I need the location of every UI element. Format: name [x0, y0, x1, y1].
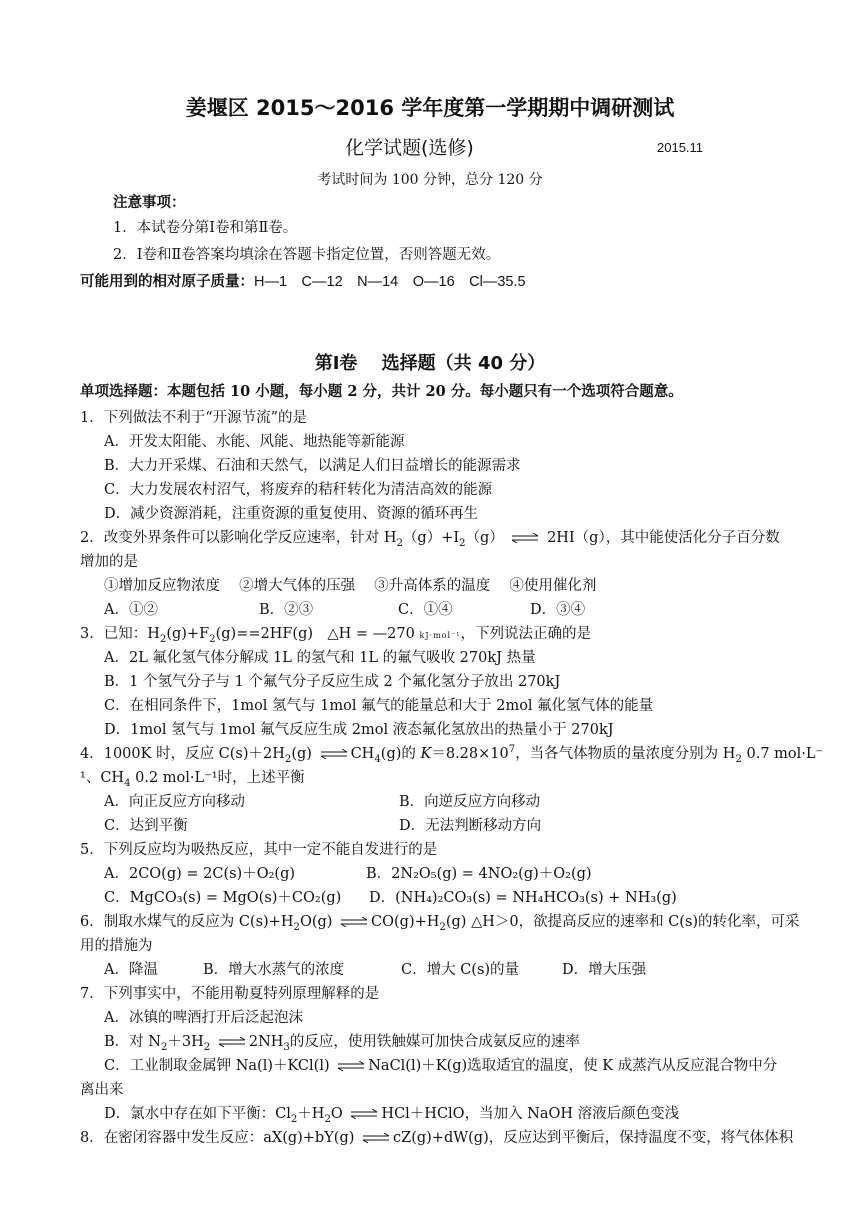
question-3-stem: 3．已知：$H_2(g)+F_2(g)==2HF(g)$ △H = —270 kJ·mol⁻¹，下列说法正确的是 — [80, 626, 591, 645]
question-4-option-a: A．向正反应方向移动 — [104, 794, 245, 810]
question-3-option-c: C．在相同条件下，1mol 氢气与 1mol 氟气的能量总和大于 2mol 氟化氢气体的能量 — [104, 698, 654, 714]
equilibrium-arrow-icon — [350, 1109, 378, 1119]
question-2-option-d: D．③④ — [530, 602, 586, 618]
atomic-mass-line — [80, 272, 526, 292]
section-instructions: 单项选择题：本题包括 10 小题，每小题 2 分，共计 20 分。每小题只有一个选项符合题意。 — [80, 383, 683, 400]
question-3-option-b: B．1 个氢气分子与 1 个氟气分子反应生成 2 个氟化氢分子放出 270kJ — [104, 674, 561, 690]
atomic-mass-values: H—1 C—12 N—14 O—16 Cl—35.5 — [254, 274, 526, 290]
question-5-stem: 5．下列反应均为吸热反应，其中一定不能自发进行的是 — [80, 842, 438, 858]
question-6-option-a: A．降温 — [104, 962, 158, 978]
question-7-option-b: B．对 $N_2+3H_2$ $2NH_3$的反应，使用铁触媒可加快合成氨反应的速率 — [104, 1034, 580, 1053]
question-7-stem: 7．下列事实中，不能用勒夏特列原理解释的是 — [80, 986, 380, 1002]
exam-date: 2015.11 — [657, 140, 704, 155]
question-6-stem: 6．制取水煤气的反应为 $C(s)+H_2O(g)$ $CO(g)+H_2(g)$ △H＞0，欲提高反应的速率和 C(s)的转化率，可采 — [80, 914, 800, 933]
question-2-stem: 2．改变外界条件可以影响化学反应速率，针对 $H_2(g)+I_2(g)$ 2HI（g），其中能使活化分子百分数 — [80, 530, 780, 549]
equilibrium-arrow-icon — [511, 533, 539, 543]
question-3-option-a: A．2L 氟化氢气体分解成 1L 的氢气和 1L 的氟气吸收 270kJ 热量 — [104, 650, 536, 666]
note-item: 2．Ⅰ卷和Ⅱ卷答案均填涂在答题卡指定位置，否则答题无效。 — [113, 247, 501, 263]
question-4-option-b: B．向逆反应方向移动 — [399, 794, 541, 810]
atomic-mass-label: 可能用到的相对原子质量： — [80, 273, 254, 290]
question-1-option-d: D．减少资源消耗，注重资源的重复使用、资源的循环再生 — [104, 506, 479, 522]
equilibrium-arrow-icon — [340, 917, 368, 927]
equilibrium-arrow-icon — [362, 1133, 390, 1143]
question-1-option-c: C．大力发展农村沼气，将废弃的秸秆转化为清洁高效的能源 — [104, 482, 493, 498]
equilibrium-arrow-icon — [337, 1061, 365, 1071]
exam-info: 考试时间为 100 分钟，总分 120 分 — [317, 172, 543, 188]
note-item: 1．本试卷分第Ⅰ卷和第Ⅱ卷。 — [113, 220, 298, 236]
question-4-stem: 4．1000K 时，反应 $C(s)+2H_2(g)$ $CH_4(g)$的 $K=8.28\times 10^7$，当各气体物质的量浓度分别为 $H_2$ 0.7 mol·L⁻ — [80, 744, 824, 765]
equilibrium-arrow-icon — [218, 1037, 246, 1047]
question-2-option-a: A．①② — [104, 602, 158, 618]
question-6-option-d: D．增大压强 — [562, 962, 647, 978]
question-5-option-a: A．2CO(g) = 2C(s)＋O₂(g) — [104, 866, 296, 882]
question-4-stem-line2: ¹、$CH_4$ 0.2 mol·L⁻¹时，上述平衡 — [80, 770, 305, 789]
question-6-stem-line2: 用的措施为 — [80, 938, 153, 954]
exam-subtitle: 化学试题(选修) — [345, 137, 474, 159]
question-5-option-d: D．(NH₄)₂CO₃(s) = NH₄HCO₃(s) + NH₃(g) — [369, 890, 677, 906]
question-7-option-d: D．氯水中存在如下平衡：$Cl_2+H_2O$ HCl＋HClO，当加入 NaOH 溶液后颜色变浅 — [104, 1106, 680, 1125]
question-2-stem-line2: 增加的是 — [80, 554, 138, 570]
question-2-conditions: ①增加反应物浓度 ②增大气体的压强 ③升高体系的温度 ④使用催化剂 — [104, 578, 597, 594]
question-3-option-d: D．1mol 氢气与 1mol 氟气反应生成 2mol 液态氟化氢放出的热量小于 270kJ — [104, 722, 614, 738]
question-5-option-b: B．2N₂O₅(g) = 4NO₂(g)＋O₂(g) — [366, 866, 592, 882]
question-4-option-d: D．无法判断移动方向 — [399, 818, 542, 834]
question-2-option-c: C．①④ — [398, 602, 453, 618]
notes-heading: 注意事项： — [113, 194, 186, 211]
question-7-option-a: A．冰镇的啤酒打开后泛起泡沫 — [104, 1010, 303, 1026]
question-1-option-b: B．大力开采煤、石油和天然气，以满足人们日益增长的能源需求 — [104, 458, 521, 474]
section-title: 第Ⅰ卷 选择题（共 40 分） — [314, 353, 546, 374]
question-8-stem: 8．在密闭容器中发生反应：aX(g)+bY(g) cZ(g)+dW(g)，反应达到平衡后，保持温度不变，将气体体积 — [80, 1130, 794, 1146]
question-4-option-c: C．达到平衡 — [104, 818, 188, 834]
question-2-option-b: B．②③ — [259, 602, 314, 618]
question-5-option-c: C．MgCO₃(s) = MgO(s)＋CO₂(g) — [104, 890, 342, 906]
question-7-option-c: C．工业制取金属钾 Na(l)＋KCl(l) NaCl(l)＋K(g)选取适宜的温度，使 K 成蒸汽从反应混合物中分 — [104, 1058, 778, 1074]
energy-unit: kJ·mol⁻¹ — [419, 631, 461, 640]
question-1-option-a: A．开发太阳能、水能、风能、地热能等新能源 — [104, 434, 405, 450]
question-7-option-c-line2: 离出来 — [80, 1082, 124, 1098]
question-6-option-b: B．增大水蒸气的浓度 — [203, 962, 345, 978]
equilibrium-arrow-icon — [320, 749, 348, 759]
exam-title: 姜堰区 2015～2016 学年度第一学期期中调研测试 — [185, 96, 675, 120]
question-6-option-c: C．增大 C(s)的量 — [401, 962, 520, 978]
question-1-stem: 1．下列做法不利于“开源节流”的是 — [80, 410, 308, 426]
